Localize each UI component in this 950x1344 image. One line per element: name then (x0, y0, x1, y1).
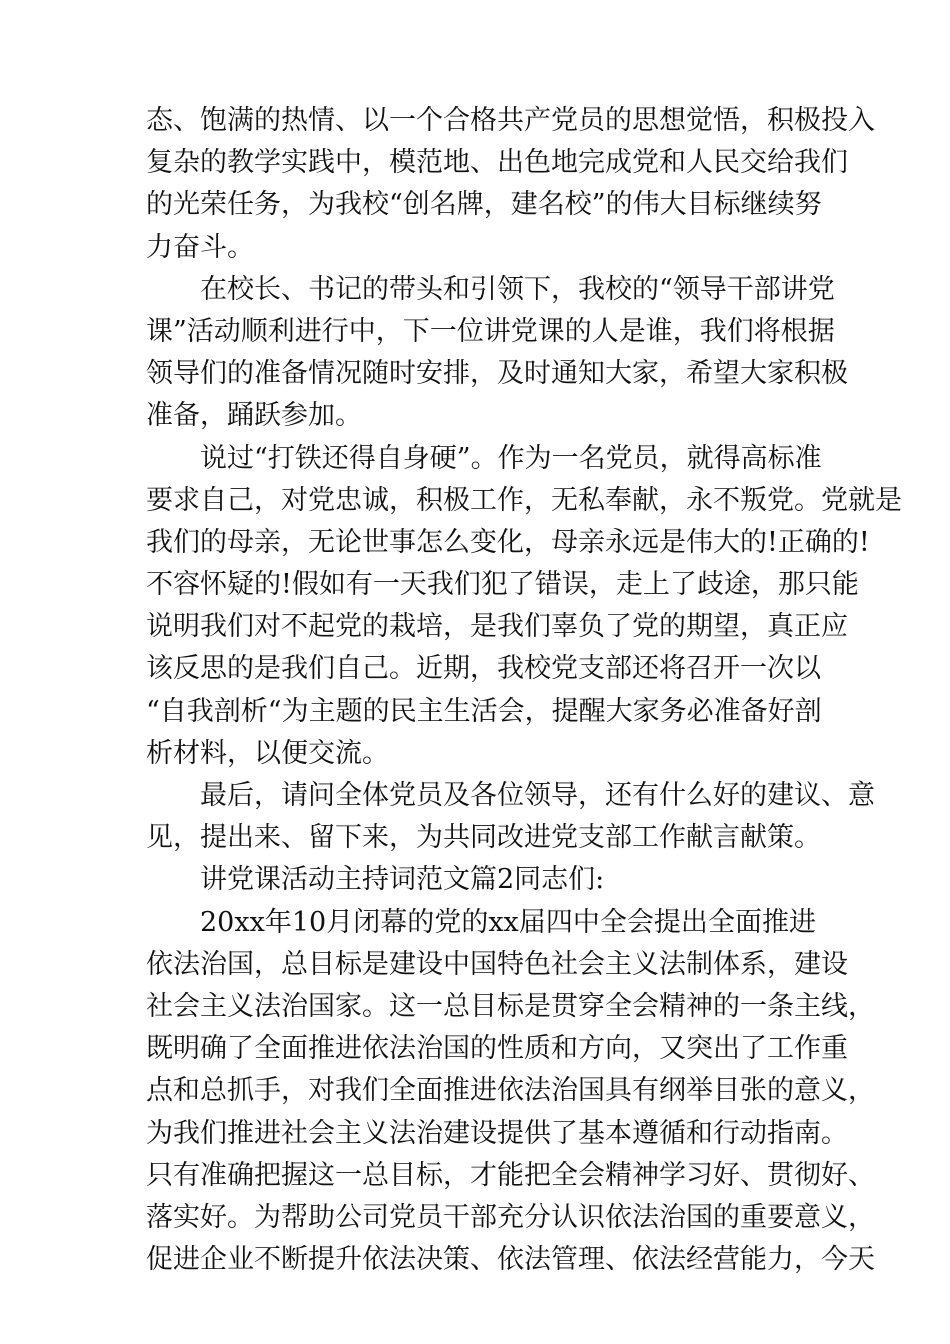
text-line: 该反思的是我们自己。近期，我校党支部还将召开一次以 (146, 653, 821, 685)
text-line: 既明确了全面推进依法治国的性质和方向，又突出了工作重 (146, 1033, 848, 1065)
text-line: 准备，踊跃参加。 (146, 400, 362, 432)
text-line: 课”活动顺利进行中，下一位讲党课的人是谁，我们将根据 (146, 315, 835, 347)
text-line: 说明我们对不起党的栽培，是我们辜负了党的期望，真正应 (146, 611, 848, 643)
text-line: 态、饱满的热情、以一个合格共产党员的思想觉悟，积极投入 (146, 105, 875, 136)
text-line: 说过“打铁还得自身硬”。作为一名党员，就得高标准 (200, 442, 822, 474)
text-line: 落实好。为帮助公司党员干部充分认识依法治国的重要意义， (146, 1201, 875, 1233)
text-line: 最后，请问全体党员及各位领导，还有什么好的建议、意 (200, 780, 875, 811)
text-line: 力奋斗。 (146, 231, 254, 263)
document-body (146, 100, 902, 1281)
text-line: 只有准确把握这一总目标，才能把全会精神学习好、贯彻好、 (146, 1159, 875, 1191)
text-line: 要求自己，对党忠诚，积极工作，无私奉献，永不叛党。党就是 (146, 484, 902, 516)
text-line: 在校长、书记的带头和引领下，我校的“领导干部讲党 (200, 273, 835, 305)
text-line: 不容怀疑的!假如有一天我们犯了错误，走上了歧途，那只能 (146, 569, 859, 601)
text-line: 我们的母亲，无论世事怎么变化，母亲永远是伟大的!正确的! (146, 526, 870, 558)
text-line: “自我剖析“为主题的民主生活会，提醒大家务必准备好剖 (146, 695, 822, 727)
text-line: 见，提出来、留下来，为共同改进党支部工作献言献策。 (146, 822, 821, 854)
text-line: 为我们推进社会主义法治建设提供了基本遵循和行动指南。 (146, 1117, 848, 1149)
text-line: 点和总抓手，对我们全面推进依法治国具有纲举目张的意义， (146, 1075, 875, 1107)
text-line: 依法治国，总目标是建设中国特色社会主义法制体系，建设 (146, 948, 848, 980)
text-line: 析材料，以便交流。 (146, 737, 389, 769)
text-line: 20xx年10月闭幕的党的xx届四中全会提出全面推进 (200, 906, 816, 938)
text-line: 讲党课活动主持词范文篇2同志们: (200, 864, 605, 896)
text-line: 领导们的准备情况随时安排，及时通知大家，希望大家积极 (146, 358, 848, 390)
text-line: 的光荣任务，为我校“创名牌，建名校”的伟大目标继续努 (146, 189, 822, 221)
text-line: 复杂的教学实践中，模范地、出色地完成党和人民交给我们 (146, 147, 848, 179)
text-line: 促进企业不断提升依法决策、依法管理、依法经营能力，今天 (146, 1244, 875, 1276)
text-line: 社会主义法治国家。这一总目标是贯穿全会精神的一条主线， (146, 990, 875, 1022)
